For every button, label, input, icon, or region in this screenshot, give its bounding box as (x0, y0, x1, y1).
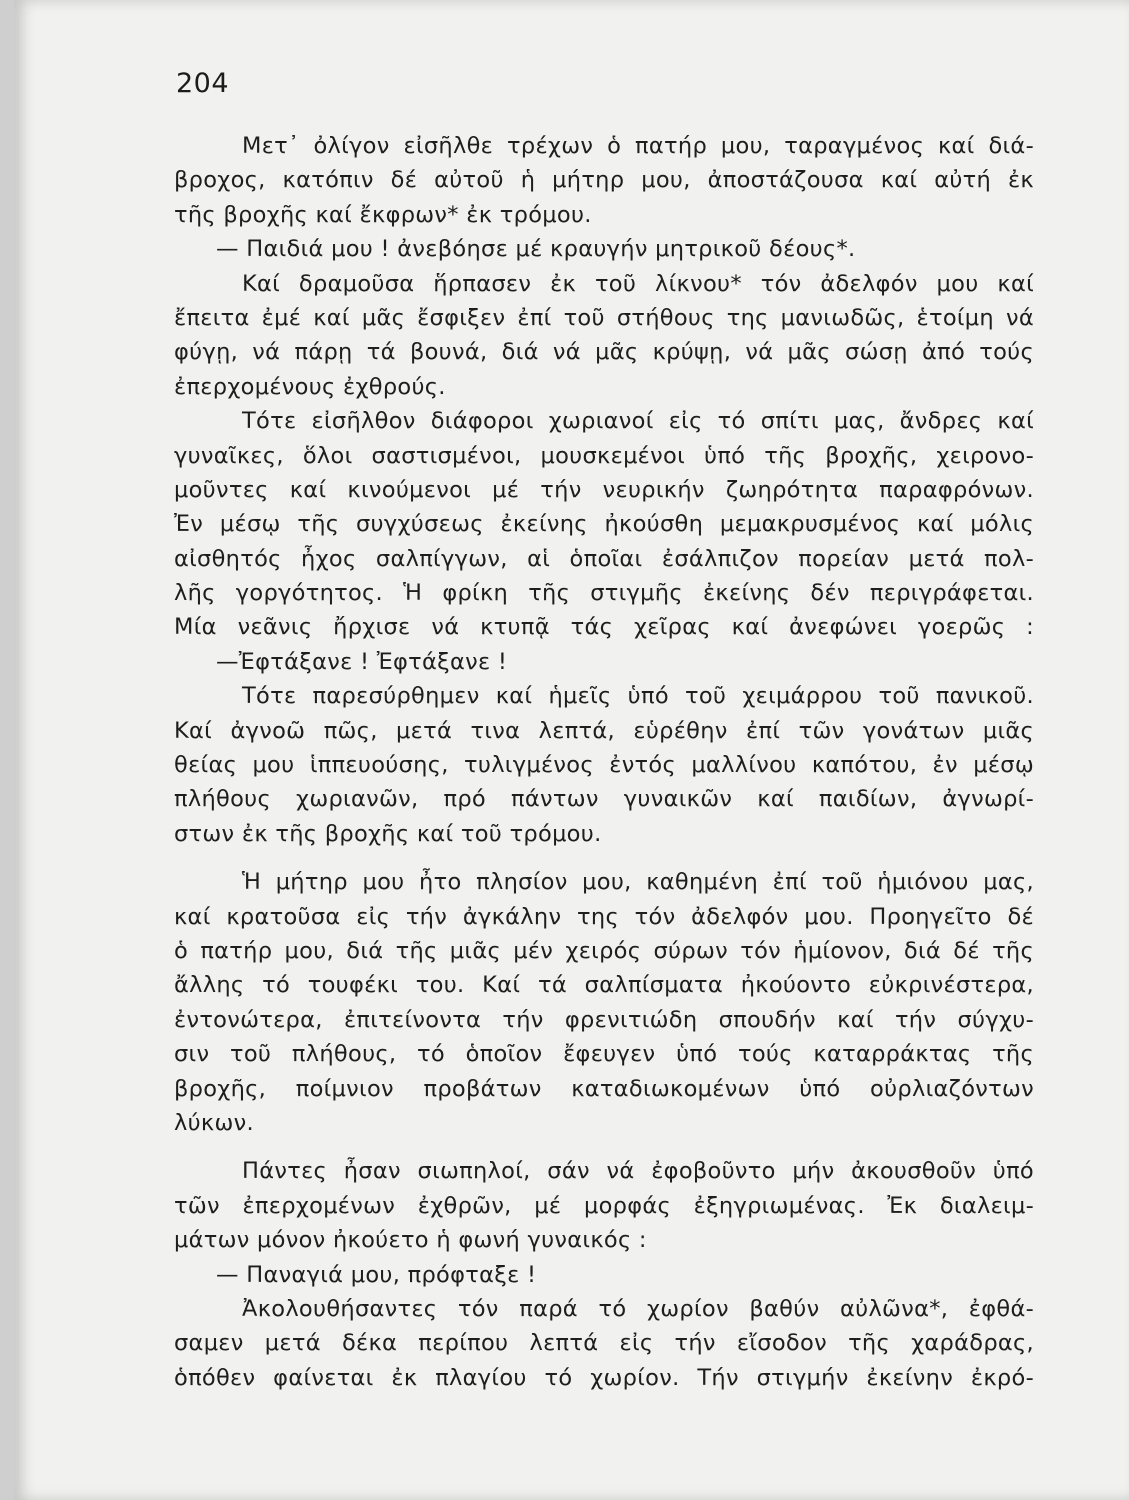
text-line: Ἡ μήτηρ μου ἦτο πλησίον μου, καθημένη ἐπί τοῦ ἡμιόνου μας, (242, 869, 1034, 896)
text-line: στων ἐκ τῆς βροχῆς καί τοῦ τρόμου. (174, 820, 602, 847)
text-line: βροχῆς, ποίμνιον προβάτων καταδιωκομένων ὑπό οὐρλιαζόντων (174, 1075, 1034, 1102)
text-line: φύγῃ, νά πάρῃ τά βουνά, διά νά μᾶς κρύψῃ, νά μᾶς σώσῃ ἀπό τούς (174, 339, 1034, 366)
text-line: τῶν ἐπερχομένων ἐχθρῶν, μέ μορφάς ἐξηγριωμένας. Ἐκ διαλειμ- (174, 1192, 1034, 1219)
page-number: 204 (176, 68, 230, 99)
text-line: λῆς γοργότητος. Ἡ φρίκη τῆς στιγμῆς ἐκείνης δέν περιγράφεται. (174, 580, 1034, 607)
text-line: Πάντες ἦσαν σιωπηλοί, σάν νά ἐφοβοῦντο μήν ἀκουσθοῦν ὑπό (242, 1158, 1034, 1185)
text-line: — Παιδιά μου ! ἀνεβόησε μέ κραυγήν μητρικοῦ δέους*. (216, 236, 856, 263)
text-line: βροχος, κατόπιν δέ αὐτοῦ ἡ μήτηρ μου, ἀποστάζουσα καί αὐτή ἐκ (174, 167, 1034, 194)
text-line: Ἐν μέσῳ τῆς συγχύσεως ἐκείνης ἠκούσθη μεμακρυσμένος καί μόλις (174, 511, 1034, 538)
text-line: μάτων μόνον ἠκούετο ἡ φωνή γυναικός : (174, 1227, 647, 1254)
text-line: Τότε εἰσῆλθον διάφοροι χωριανοί εἰς τό σπίτι μας, ἄνδρες καί (242, 408, 1034, 435)
text-line: λύκων. (174, 1109, 254, 1136)
text-line: Μετ᾽ ὀλίγον εἰσῆλθε τρέχων ὁ πατήρ μου, ταραγμένος καί διά- (242, 133, 1034, 159)
text-line: καί κρατοῦσα εἰς τήν ἀγκάλην της τόν ἀδελφόν μου. Προηγεῖτο δέ (174, 903, 1034, 930)
text-line: ἐντονώτερα, ἐπιτείνοντα τήν φρενιτιώδη σπουδήν καί τήν σύγχυ- (174, 1006, 1034, 1033)
text-line: θείας μου ἱππευούσης, τυλιγμένος ἐντός μαλλίνου καπότου, ἐν μέσῳ (174, 752, 1034, 779)
text-line: Τότε παρεσύρθημεν καί ἡμεῖς ὑπό τοῦ χειμάρρου τοῦ πανικοῦ. (242, 683, 1034, 710)
text-line: τῆς βροχῆς καί ἔκφρων* ἐκ τρόμου. (174, 201, 592, 228)
text-line: πλήθους χωριανῶν, πρό πάντων γυναικῶν καί παιδίων, ἀγνωρί- (174, 786, 1034, 813)
text-line: σαμεν μετά δέκα περίπου λεπτά εἰς τήν εἴσοδον τῆς χαράδρας, (174, 1330, 1034, 1357)
text-line: ὁ πατήρ μου, διά τῆς μιᾶς μέν χειρός σύρων τόν ἡμίονον, διά δέ τῆς (174, 937, 1034, 964)
text-line: Μία νεᾶνις ἤρχισε νά κτυπᾷ τάς χεῖρας καί ἀνεφώνει γοερῶς : (174, 614, 1034, 641)
book-page (14, 0, 1129, 1500)
text-line: μοῦντες καί κινούμενοι μέ τήν νευρικήν ζωηρότητα παραφρόνων. (174, 476, 1034, 503)
text-line: γυναῖκες, ὅλοι σαστισμένοι, μουσκεμένοι ὑπό τῆς βροχῆς, χειρονο- (174, 442, 1034, 469)
text-line: —Ἐφτάξανε ! Ἐφτάξανε ! (216, 648, 508, 675)
text-line: αἰσθητός ἦχος σαλπίγγων, αἱ ὁποῖαι ἐσάλπιζον πορείαν μετά πολ- (174, 545, 1034, 572)
text-line: — Παναγιά μου, πρόφταξε ! (216, 1261, 537, 1288)
body-text (174, 129, 1034, 1395)
text-line: Καί δραμοῦσα ἥρπασεν ἐκ τοῦ λίκνου* τόν ἀδελφόν μου καί (242, 270, 1034, 297)
text-line: ἔπειτα ἐμέ καί μᾶς ἔσφιξεν ἐπί τοῦ στήθους της μανιωδῶς, ἑτοίμη νά (174, 304, 1034, 331)
text-line: Καί ἀγνοῶ πῶς, μετά τινα λεπτά, εὑρέθην ἐπί τῶν γονάτων μιᾶς (174, 717, 1034, 744)
text-line: σιν τοῦ πλήθους, τό ὁποῖον ἔφευγεν ὑπό τούς καταρράκτας τῆς (174, 1041, 1034, 1068)
text-line: ἐπερχομένους ἐχθρούς. (174, 373, 446, 400)
text-line: Ἀκολουθήσαντες τόν παρά τό χωρίον βαθύν αὐλῶνα*, ἐφθά- (242, 1295, 1034, 1322)
text-line: ὁπόθεν φαίνεται ἐκ πλαγίου τό χωρίον. Τήν στιγμήν ἐκείνην ἐκρό- (174, 1364, 1034, 1391)
text-line: ἄλλης τό τουφέκι του. Καί τά σαλπίσματα ἠκούοντο εὐκρινέστερα, (174, 972, 1034, 999)
